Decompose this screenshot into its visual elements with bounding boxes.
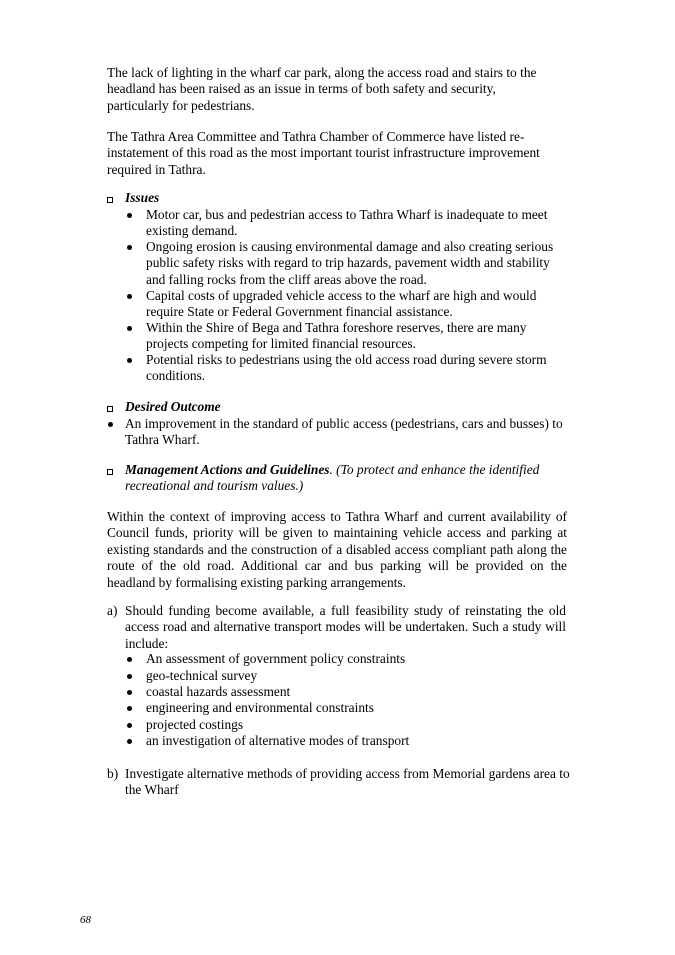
desired-outcome-checkbox-bullet-icon: [107, 406, 113, 412]
bullet-icon: [127, 723, 132, 728]
study-item: An assessment of government policy constraints: [146, 651, 406, 666]
management-heading: Management Actions and Guidelines: [125, 462, 330, 477]
bullet-icon: [127, 213, 132, 218]
desired-outcome-item: An improvement in the standard of public access (pedestrians, cars and busses) to Tathra Wharf.: [125, 416, 563, 448]
bullet-icon: [127, 657, 132, 662]
issues-checkbox-bullet-icon: [107, 197, 113, 203]
bullet-icon: [127, 739, 132, 744]
page-number: 68: [80, 914, 91, 926]
study-item: projected costings: [146, 717, 244, 732]
intro-paragraph-lighting: The lack of lighting in the wharf car park, along the access road and stairs to the headland has been raised as an issue in terms of both safety and security, particularly for pedestrians.: [107, 65, 537, 113]
study-item: engineering and environmental constraints: [146, 700, 374, 715]
bullet-icon: [127, 326, 132, 331]
bullet-icon: [127, 245, 132, 250]
issues-heading: Issues: [125, 190, 160, 205]
management-subtitle: . (To protect and enhance the identified recreational and tourism values.): [125, 462, 540, 494]
intro-paragraph-committee: The Tathra Area Committee and Tathra Chamber of Commerce have listed re-instatement of this road as the most important tourist infrastructure improvement required in Tathra.: [107, 129, 540, 177]
bullet-icon: [127, 706, 132, 711]
action-a-text: Should funding become available, a full feasibility study of reinstating the old access road and alternative transport modes will be undertaken. Such a study will include:: [125, 603, 566, 651]
study-item: an investigation of alternative modes of transport: [146, 733, 410, 748]
issues-item: Motor car, bus and pedestrian access to Tathra Wharf is inadequate to meet existing demand.: [146, 207, 548, 239]
bullet-icon: [127, 358, 132, 363]
management-checkbox-bullet-icon: [107, 469, 113, 475]
bullet-icon: [108, 422, 113, 427]
bullet-icon: [127, 690, 132, 695]
study-item: coastal hazards assessment: [146, 684, 291, 699]
bullet-icon: [127, 674, 132, 679]
action-b-letter: b): [107, 766, 119, 781]
action-a-letter: a): [107, 603, 118, 618]
issues-item: Capital costs of upgraded vehicle access to the wharf are high and would require State or Federal Government financial assistance.: [146, 288, 537, 320]
issues-item: Within the Shire of Bega and Tathra foreshore reserves, there are many projects competing for limited financial resources.: [146, 320, 527, 352]
bullet-icon: [127, 294, 132, 299]
issues-item: Ongoing erosion is causing environmental damage and also creating serious public safety risks with regard to trip hazards, pavement width and stability and falling rocks from the cliff areas above the road.: [146, 239, 554, 287]
management-body-paragraph: Within the context of improving access to Tathra Wharf and current availability of Council funds, priority will be given to maintaining vehicle access and parking at existing standards and the construction of a disabled access compliant path along the route of the old road. Additional car and bus parking will be provided on the headland by formalising existing parking arrangements.: [107, 509, 567, 590]
action-b-text: Investigate alternative methods of providing access from Memorial gardens area to the Wharf: [125, 766, 570, 798]
management-heading-block: [125, 462, 565, 495]
desired-outcome-heading: Desired Outcome: [125, 399, 221, 414]
study-item: geo-technical survey: [146, 668, 258, 683]
issues-item: Potential risks to pedestrians using the old access road during severe storm conditions.: [146, 352, 547, 384]
